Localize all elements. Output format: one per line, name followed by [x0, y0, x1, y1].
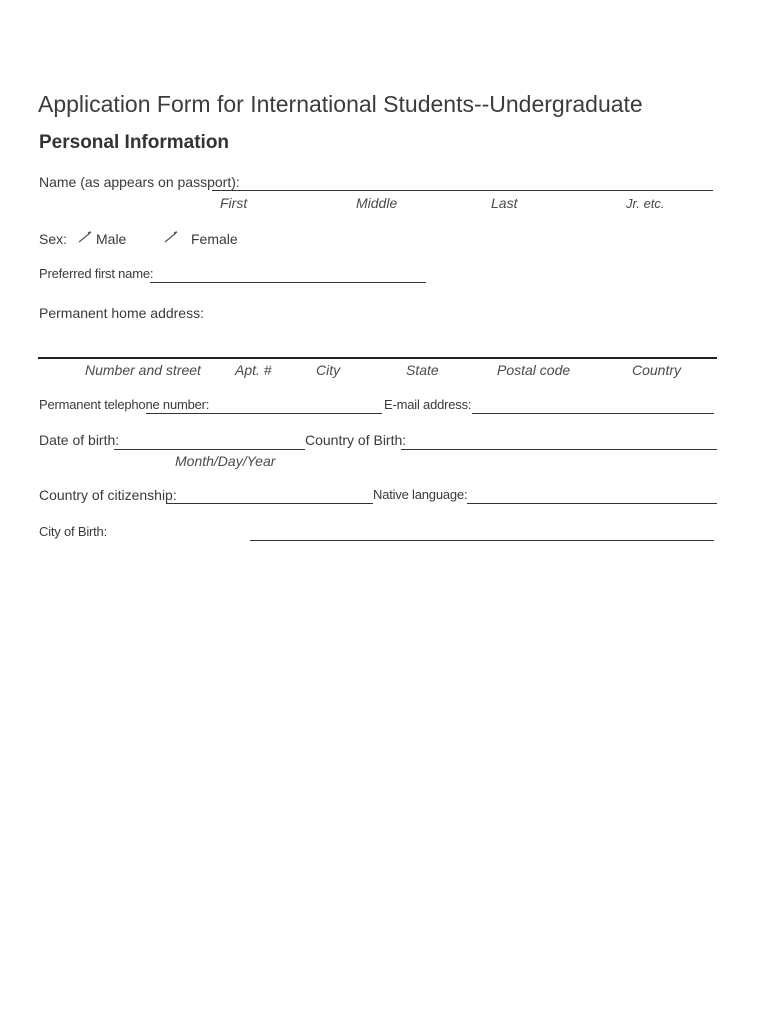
address-postal-caption: Postal code — [497, 362, 571, 378]
city-of-birth-underline — [250, 540, 714, 541]
city-of-birth-input[interactable] — [252, 523, 712, 539]
name-last-caption: Last — [491, 195, 518, 211]
preferred-name-underline — [150, 282, 426, 283]
country-of-birth-underline — [401, 449, 717, 450]
preferred-name-input[interactable] — [152, 265, 424, 281]
citizenship-input[interactable] — [178, 486, 370, 502]
address-city-caption: City — [316, 362, 341, 378]
name-underline — [212, 190, 713, 191]
native-language-input[interactable] — [470, 486, 714, 502]
pen-mark-icon — [164, 231, 178, 243]
citizenship-label: Country of citizenship: — [39, 487, 177, 503]
email-input[interactable] — [474, 396, 712, 412]
male-label: Male — [96, 231, 127, 247]
address-input[interactable] — [40, 338, 714, 354]
address-label: Permanent home address: — [39, 305, 204, 321]
city-of-birth-label: City of Birth: — [39, 524, 107, 539]
telephone-label: Permanent telephone number: — [39, 397, 210, 412]
name-input[interactable] — [240, 173, 710, 189]
native-language-underline — [467, 503, 717, 504]
telephone-underline — [146, 413, 382, 414]
sex-label: Sex: — [39, 231, 68, 247]
pen-mark-icon — [78, 231, 92, 243]
address-street-caption: Number and street — [85, 362, 201, 378]
address-underline — [38, 357, 717, 359]
address-country-caption: Country — [632, 362, 682, 378]
name-middle-caption: Middle — [356, 195, 398, 211]
email-underline — [472, 413, 714, 414]
preferred-name-label: Preferred first name: — [39, 266, 154, 281]
country-of-birth-input[interactable] — [404, 432, 714, 448]
female-label: Female — [191, 231, 238, 247]
section-title: Personal Information — [39, 132, 230, 153]
address-apt-caption: Apt. # — [235, 362, 272, 378]
dob-input[interactable] — [120, 432, 302, 448]
male-checkbox[interactable] — [78, 231, 92, 246]
name-label: Name (as appears on passport): — [39, 174, 240, 190]
dob-format-hint: Month/Day/Year — [175, 453, 276, 469]
female-checkbox[interactable] — [164, 231, 178, 246]
telephone-input[interactable] — [206, 396, 380, 412]
citizenship-underline — [166, 503, 373, 504]
country-of-birth-label: Country of Birth: — [305, 432, 407, 448]
name-first-caption: First — [220, 195, 248, 211]
form-title: Application Form for International Students--Undergraduate — [38, 91, 643, 117]
email-label: E-mail address: — [384, 397, 472, 412]
dob-label: Date of birth: — [39, 432, 120, 448]
dob-underline — [114, 449, 305, 450]
native-language-label: Native language: — [373, 487, 468, 502]
name-suffix-caption: Jr. etc. — [626, 196, 665, 211]
address-state-caption: State — [406, 362, 439, 378]
